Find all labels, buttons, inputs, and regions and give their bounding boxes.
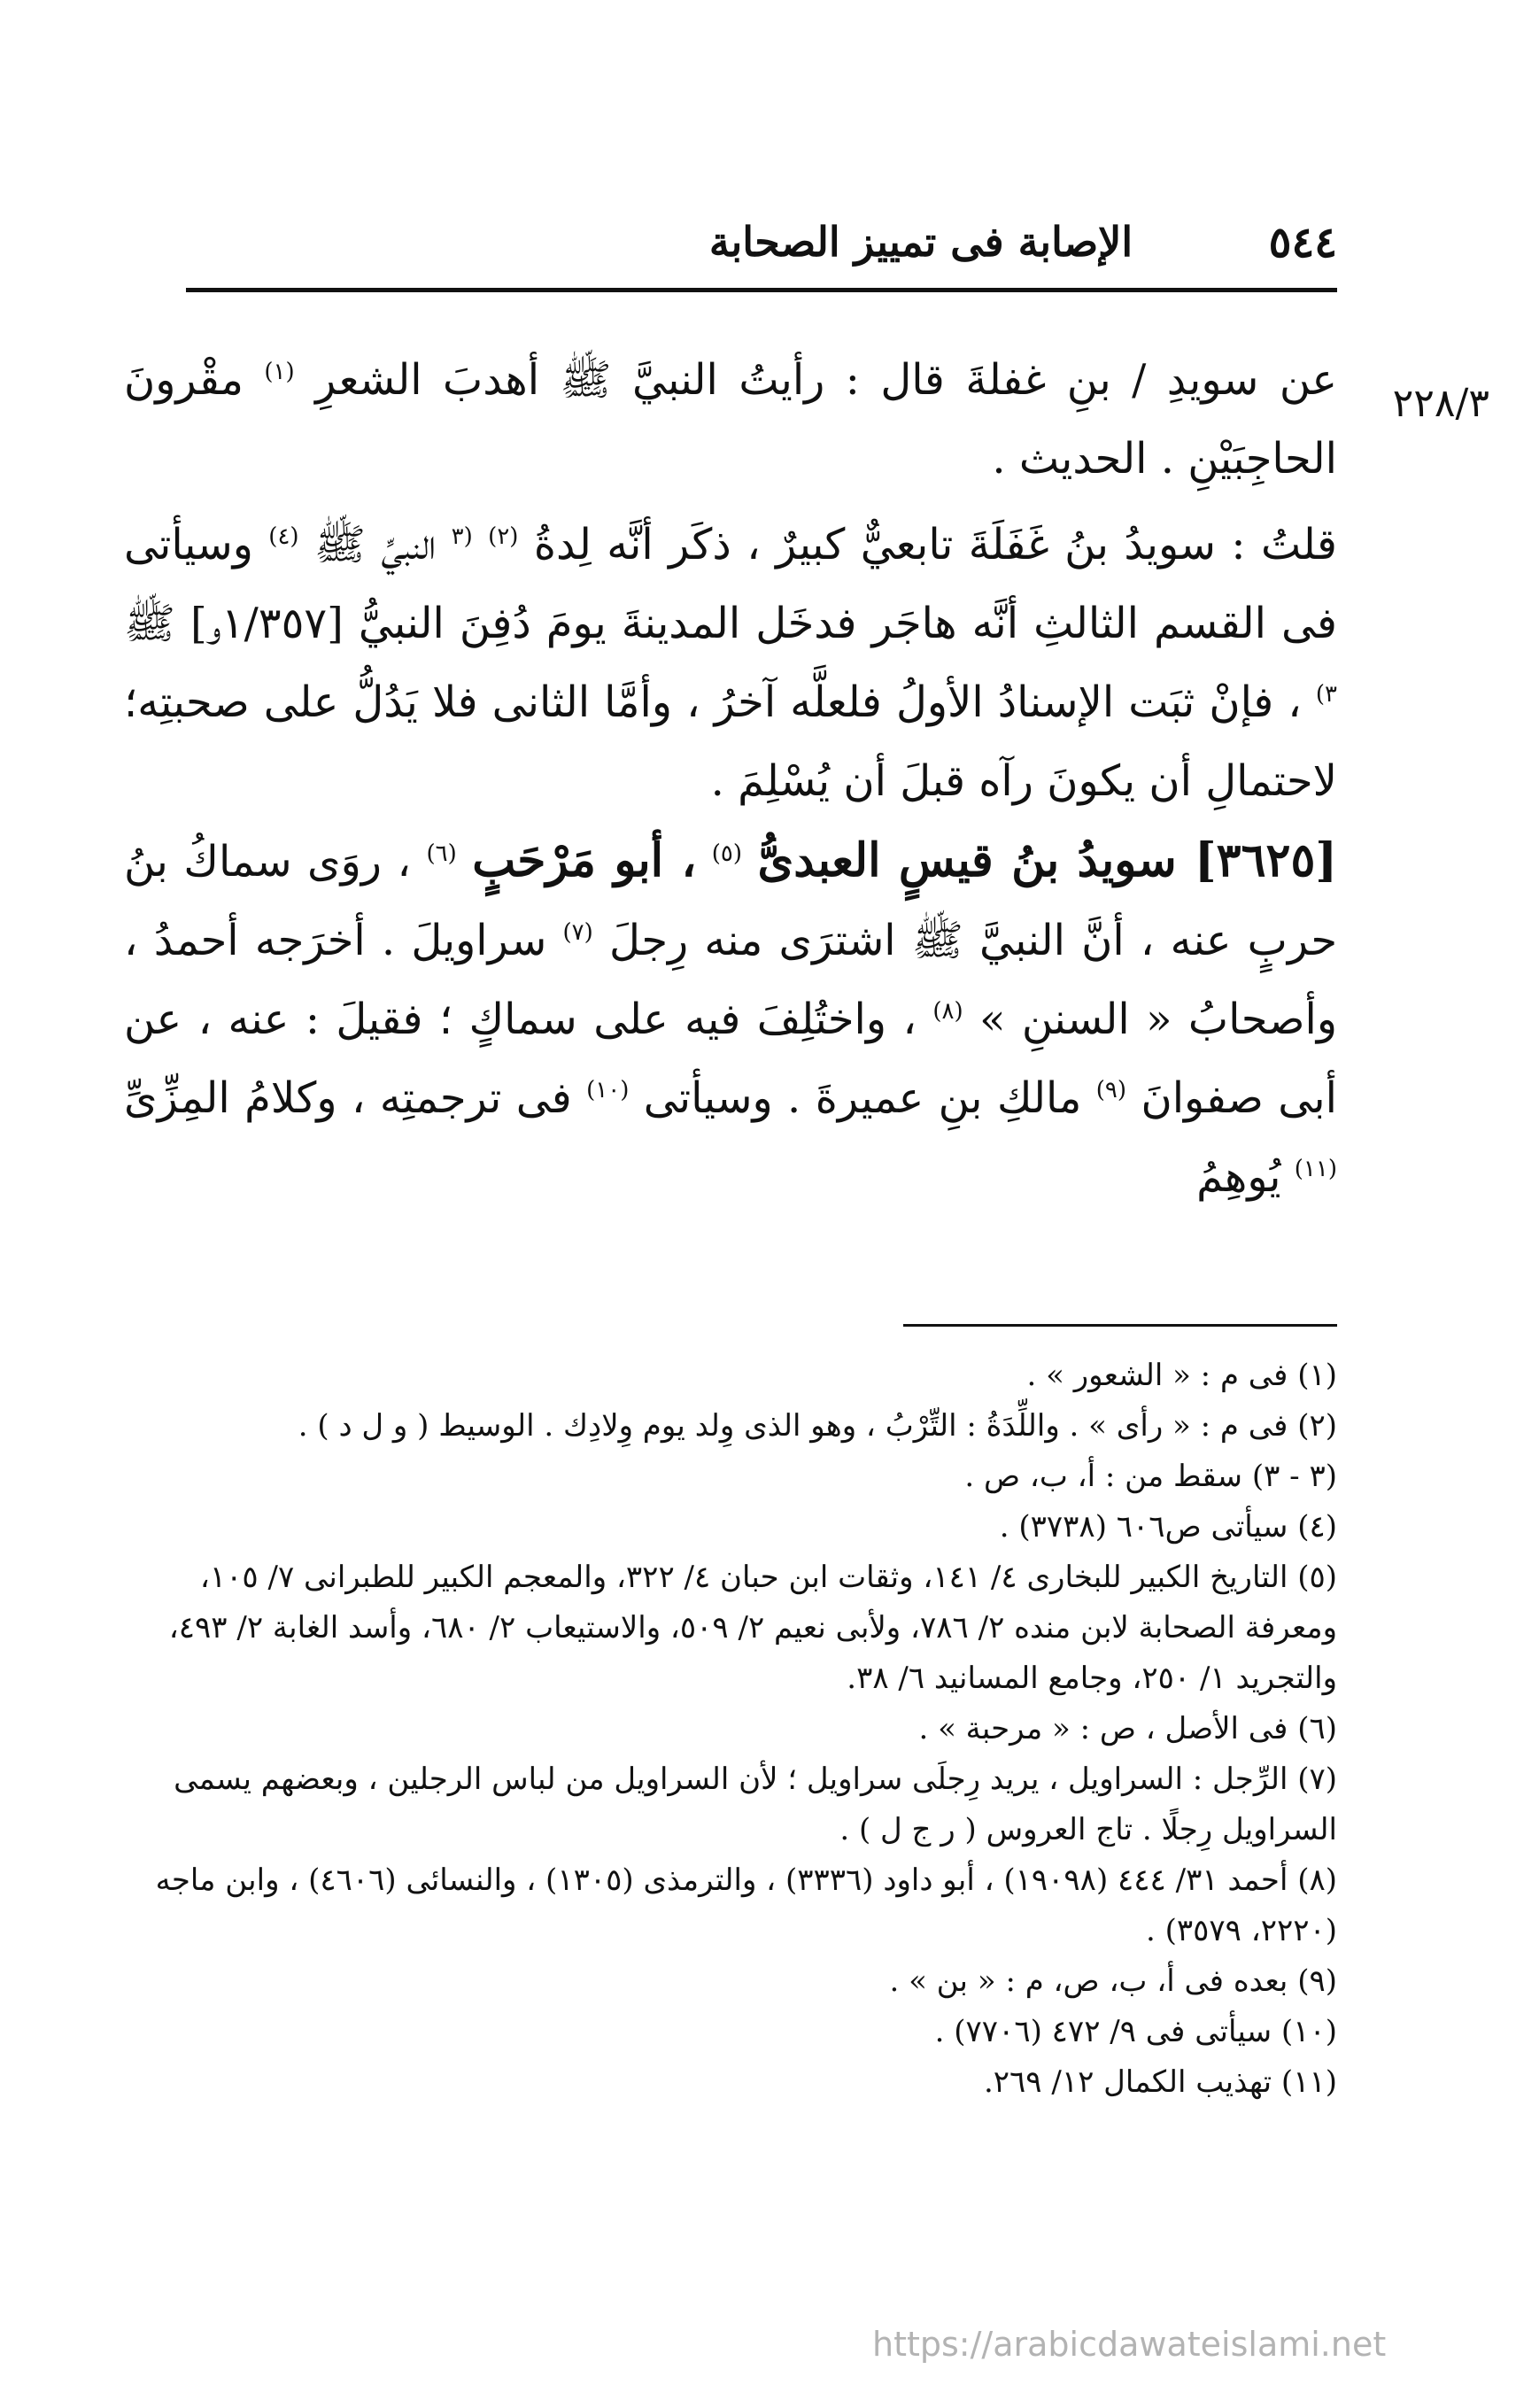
intro-text-after: مقْرونَ الحاجِبَيْنِ .	[124, 355, 1337, 484]
entry-heading: [٣٦٢٥] سويدُ بنُ قيسٍ العبدىُّ	[757, 833, 1337, 887]
footnote-ref-2: (٢)	[488, 523, 519, 550]
footnote-1: (١) فى م : « الشعور » .	[1026, 1358, 1337, 1393]
footnote-ref-11: (١١)	[1294, 1156, 1337, 1182]
intro-hadith: الحديث .	[992, 434, 1148, 484]
qult-text-d: ، فإنْ ثبَت الإسنادُ الأولُ فلعلَّه آخرُ ، وأمَّا الثانى فلا يَدُلُّ على صحبتِه؛ لاحتمالِ أن يكونَ رآه قبلَ أن يُسْلِمَ .	[124, 677, 1337, 806]
intro-text: عن سويدِ / بنِ غفلةَ قال : رأيتُ النبيَّ ﷺ أهدبَ الشعرِ	[315, 355, 1337, 405]
footnote-8: (٨) أحمد ٣١/ ٤٤٤ (١٩٠٩٨) ، أبو داود (٣٣٣٦) ، والترمذى (١٣٠٥) ، والنسائى (٤٦٠٦) ، وابن ماجه (٢٢٢٠، ٣٥٧٩) .	[155, 1862, 1337, 1948]
footnote-9: (٩) بعده فى أ، ب، ص، م : « بن » .	[889, 1963, 1337, 1999]
page-header	[186, 213, 1337, 283]
entry-text-c: سراويلَ . أخرَجه أحمدُ ، وأصحابُ « السننِ »	[124, 916, 1337, 1044]
footnote-ref-7: (٧)	[562, 919, 593, 946]
watermark-url: https://arabicdawateislami.net	[872, 2325, 1387, 2364]
footnote-11: (١١) تهذيب الكمال ١٢/ ٢٦٩.	[983, 2064, 1337, 2100]
margin-reference: ٢٢٨/٣	[1392, 381, 1489, 426]
footnote-3: (٣ - ٣) سقط من : أ، ب، ص .	[964, 1459, 1337, 1494]
running-title: الإصابة فى تمييز الصحابة	[708, 218, 1133, 266]
footnote-ref-5: (٥)	[711, 840, 743, 867]
entry-text-b: ، روَى سماكُ بنُ حربٍ عنه ، أنَّ النبيَّ ﷺ اشترَى منه رِجلَ	[124, 837, 1337, 965]
entry-text-e: مالكِ بنِ عميرةَ . وسيأتى	[643, 1073, 1082, 1123]
entry-text-g: يُوهِمُ	[1196, 1152, 1281, 1202]
footnote-ref-6: (٦)	[426, 840, 457, 867]
footnote-6: (٦) فى الأصل ، ص : « مرحبة » .	[918, 1711, 1337, 1746]
footnote-ref-4: (٤)	[268, 523, 299, 550]
footnote-ref-9: (٩)	[1095, 1077, 1127, 1103]
footnote-ref-3-close: ٣)	[1315, 681, 1337, 708]
footnote-ref-10: (١٠)	[586, 1077, 630, 1103]
qult-text-c: وسيأتى فى القسم الثالثِ أنَّه هاجَر فدخَل المدينةَ يومَ دُفِنَ النبيُّ [١/٣٥٧و] ﷺ	[124, 520, 1338, 648]
footnote-ref-3-open: (٣	[451, 523, 473, 550]
footnote-7: (٧) الرِّجل : السراويل ، يريد رِجلَى سراويل ؛ لأن السراويل من لباس الرجلين ، وبعضهم يسمى السراويل رِجلًا . تاج العروس ( ر ج ل ) .	[174, 1761, 1337, 1847]
intro-paragraph	[124, 341, 1337, 499]
entry-kunya: ، أبو مَرْحَبٍ	[472, 833, 697, 887]
footnote-4: (٤) سيأتى ص٦٠٦ (٣٧٣٨) .	[999, 1509, 1337, 1545]
footnotes	[124, 1351, 1337, 2108]
footnote-ref-8: (٨)	[932, 998, 963, 1025]
qult-text-a: قلتُ : سويدُ بنُ غَفَلَةَ تابعيٌّ كبيرٌ ، ذكَر أنَّه لِدةُ	[533, 520, 1337, 569]
entry-text-d: ، واختُلِفَ فيه على سماكٍ ؛ فقيلَ : عنه ، عن أبى صفوانَ	[124, 995, 1337, 1123]
footnote-10: (١٠) سيأتى فى ٩/ ٤٧٢ (٧٧٠٦) .	[934, 2014, 1337, 2049]
qult-paragraph	[124, 506, 1337, 821]
header-rule	[186, 288, 1337, 292]
qult-text-b: النبيِّ ﷺ	[313, 520, 437, 569]
footnote-separator	[903, 1324, 1337, 1327]
footnote-5: (٥) التاريخ الكبير للبخارى ٤/ ١٤١، وثقات ابن حبان ٤/ ٣٢٢، والمعجم الكبير للطبرانى ٧/ ١٠٥، ومعرفة الصحابة لابن منده ٢/ ٧٨٦، ولأبى نعيم ٢/ ٥٠٩، والاستيعاب ٢/ ٦٨٠، وأسد الغابة ٢/ ٤٩٣، والتجريد ١/ ٢٥٠، وجامع المسانيد ٦/ ٣٨.	[168, 1560, 1337, 1696]
page-number: ٥٤٤	[1268, 218, 1337, 267]
footnote-2: (٢) فى م : « رأى » . واللِّدَةُ : التِّرْبُ ، وهو الذى وِلد يوم وِلادِك . الوسيط ( و ل د ) .	[298, 1408, 1337, 1444]
footnote-ref-1: (١)	[264, 359, 295, 385]
entry-text-f: فى ترجمتِه ، وكلامُ المِزِّىِّ	[124, 1073, 572, 1123]
main-text	[124, 341, 1337, 1217]
entry-paragraph	[124, 821, 1337, 1217]
